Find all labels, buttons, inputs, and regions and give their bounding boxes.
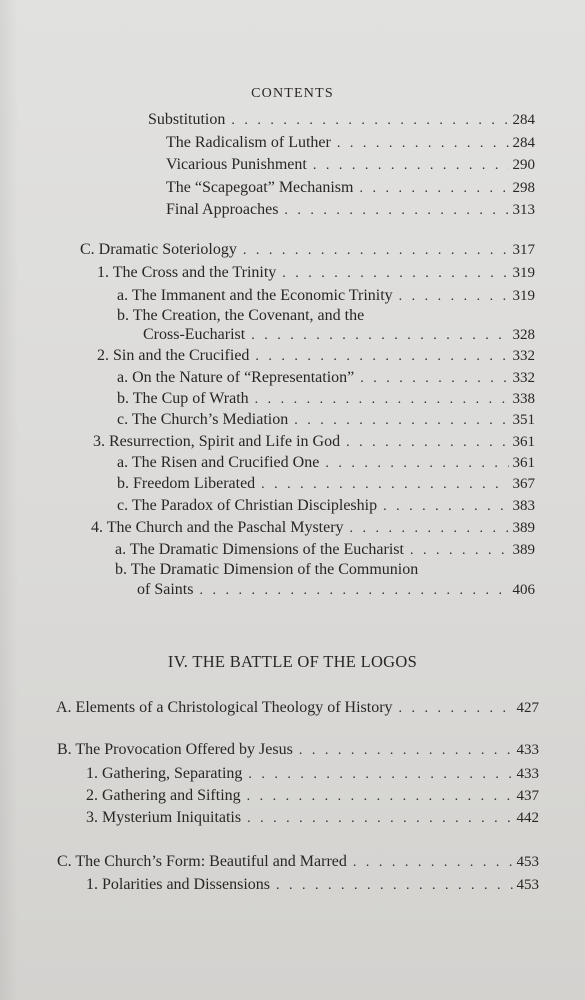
toc-entry-title: b. Freedom Liberated xyxy=(117,475,256,492)
toc-entry-page: 442 xyxy=(516,810,539,826)
toc-entry-risen-and-crucified xyxy=(117,453,535,474)
toc-entry-polarities-dissensions xyxy=(86,875,539,896)
toc-entry-page: 319 xyxy=(512,265,535,281)
leader-dots xyxy=(255,347,508,367)
toc-entry-title: Cross-Eucharist xyxy=(143,326,246,343)
toc-entry-resurrection-spirit-life xyxy=(93,432,535,453)
toc-entry-title: 1. Polarities and Dissensions xyxy=(86,876,270,893)
toc-entry-page: 284 xyxy=(512,135,535,151)
toc-entry-title: Final Approaches xyxy=(166,201,279,218)
toc-entry-christological-theology-history xyxy=(56,698,539,719)
toc-entry-creation-covenant: b. The Creation, the Covenant, and the xyxy=(117,307,365,324)
toc-entry-title: b. The Cup of Wrath xyxy=(117,390,249,407)
leader-dots xyxy=(284,201,508,221)
toc-entry-churchs-form xyxy=(57,852,539,873)
toc-entry-gathering-separating xyxy=(86,764,539,785)
toc-entry-page: 361 xyxy=(512,455,535,471)
toc-entry-title: 1. The Cross and the Trinity xyxy=(97,264,277,281)
toc-entry-page: 313 xyxy=(512,202,535,218)
toc-entry-page: 298 xyxy=(512,180,535,196)
toc-entry-page: 328 xyxy=(512,327,535,343)
toc-entry-freedom-liberated xyxy=(117,474,535,495)
toc-entry-vicarious-punishment xyxy=(166,155,535,176)
toc-entry-dramatic-soteriology xyxy=(80,240,535,261)
toc-entry-page: 383 xyxy=(512,498,535,514)
toc-entry-nature-of-representation xyxy=(117,368,535,389)
toc-entry-churchs-mediation xyxy=(117,410,535,431)
leader-dots xyxy=(360,369,508,389)
toc-entry-title: a. The Risen and Crucified One xyxy=(117,454,320,471)
toc-entry-radicalism-of-luther xyxy=(166,133,535,154)
leader-dots xyxy=(247,809,512,829)
running-head: CONTENTS xyxy=(251,86,334,101)
toc-entry-dramatic-dimensions-eucharist xyxy=(115,540,535,561)
toc-entry-title: of Saints xyxy=(137,581,194,598)
toc-entry-page: 338 xyxy=(512,391,535,407)
leader-dots xyxy=(248,765,512,785)
toc-entry-page: 427 xyxy=(516,700,539,716)
leader-dots xyxy=(346,433,508,453)
toc-entry-page: 361 xyxy=(512,434,535,450)
toc-entry-page: 351 xyxy=(512,412,535,428)
toc-entry-title: 3. Resurrection, Spirit and Life in God xyxy=(93,433,341,450)
toc-entry-page: 332 xyxy=(512,370,535,386)
toc-entry-page: 319 xyxy=(512,288,535,304)
toc-entry-dramatic-dimension-communion: b. The Dramatic Dimension of the Communion xyxy=(115,561,419,578)
toc-entry-page: 389 xyxy=(512,542,535,558)
toc-entry-title: a. On the Nature of “Representation” xyxy=(117,369,355,386)
toc-entry-gathering-sifting xyxy=(86,786,539,807)
leader-dots xyxy=(350,519,509,539)
toc-entry-scapegoat-mechanism xyxy=(166,178,535,199)
leader-dots xyxy=(313,156,509,176)
toc-entry-final-approaches xyxy=(166,200,535,221)
toc-entry-page: 406 xyxy=(512,582,535,598)
leader-dots xyxy=(243,241,509,261)
page-shadow xyxy=(0,0,18,1000)
leader-dots xyxy=(276,876,513,896)
toc-entry-page: 290 xyxy=(512,157,535,173)
leader-dots xyxy=(410,541,509,561)
toc-entry-page: 317 xyxy=(512,242,535,258)
toc-entry-title: C. Dramatic Soteriology xyxy=(80,241,237,258)
toc-entry-title: The Radicalism of Luther xyxy=(166,134,331,151)
toc-entry-page: 453 xyxy=(516,854,539,870)
toc-entry-of-saints xyxy=(137,580,535,601)
leader-dots xyxy=(247,787,513,807)
toc-entry-immanent-economic-trinity xyxy=(117,286,535,307)
toc-entry-provocation-offered-by-jesus xyxy=(57,740,539,761)
toc-entry-page: 367 xyxy=(512,476,535,492)
toc-entry-title: 4. The Church and the Paschal Mystery xyxy=(91,519,344,536)
toc-entry-sin-and-crucified xyxy=(97,346,535,367)
toc-entry-mysterium-iniquitatis xyxy=(86,808,539,829)
toc-entry-page: 453 xyxy=(516,877,539,893)
toc-entry-title: 1. Gathering, Separating xyxy=(86,765,243,782)
leader-dots xyxy=(255,390,509,410)
leader-dots xyxy=(294,411,508,431)
leader-dots xyxy=(399,699,513,719)
leader-dots xyxy=(251,326,508,346)
leader-dots xyxy=(231,111,508,131)
toc-entry-substitution xyxy=(148,110,535,131)
toc-entry-page: 433 xyxy=(516,742,539,758)
toc-entry-title: a. The Dramatic Dimensions of the Eucharist xyxy=(115,541,404,558)
leader-dots xyxy=(353,853,513,873)
leader-dots xyxy=(199,581,508,601)
toc-entry-page: 433 xyxy=(516,766,539,782)
leader-dots xyxy=(282,264,508,284)
toc-entry-page: 332 xyxy=(512,348,535,364)
toc-entry-title: A. Elements of a Christological Theology of History xyxy=(56,699,393,716)
leader-dots xyxy=(299,741,513,761)
toc-entry-page: 284 xyxy=(512,112,535,128)
leader-dots xyxy=(383,497,508,517)
toc-entry-title: B. The Provocation Offered by Jesus xyxy=(57,741,293,758)
toc-entry-title: The “Scapegoat” Mechanism xyxy=(166,179,354,196)
leader-dots xyxy=(399,287,509,307)
toc-entry-page: 437 xyxy=(516,788,539,804)
leader-dots xyxy=(261,475,508,495)
toc-entry-title: 2. Gathering and Sifting xyxy=(86,787,241,804)
toc-entry-cup-of-wrath xyxy=(117,389,535,410)
toc-entry-title: 2. Sin and the Crucified xyxy=(97,347,250,364)
toc-entry-title: Substitution xyxy=(148,111,226,128)
toc-entry-title: Vicarious Punishment xyxy=(166,156,307,173)
toc-entry-title: c. The Church’s Mediation xyxy=(117,411,289,428)
leader-dots xyxy=(325,454,508,474)
toc-entry-title: C. The Church’s Form: Beautiful and Marred xyxy=(57,853,347,870)
section-heading-iv: IV. THE BATTLE OF THE LOGOS xyxy=(167,652,418,671)
toc-entry-cross-eucharist xyxy=(143,325,535,346)
leader-dots xyxy=(359,179,508,199)
toc-entry-title: 3. Mysterium Iniquitatis xyxy=(86,809,242,826)
leader-dots xyxy=(337,134,509,154)
toc-entry-title: c. The Paradox of Christian Discipleship xyxy=(117,497,378,514)
toc-entry-title: a. The Immanent and the Economic Trinity xyxy=(117,287,393,304)
toc-entry-page: 389 xyxy=(512,520,535,536)
toc-entry-paradox-of-discipleship xyxy=(117,496,535,517)
toc-entry-cross-and-trinity xyxy=(97,263,535,284)
toc-entry-church-paschal-mystery xyxy=(91,518,535,539)
